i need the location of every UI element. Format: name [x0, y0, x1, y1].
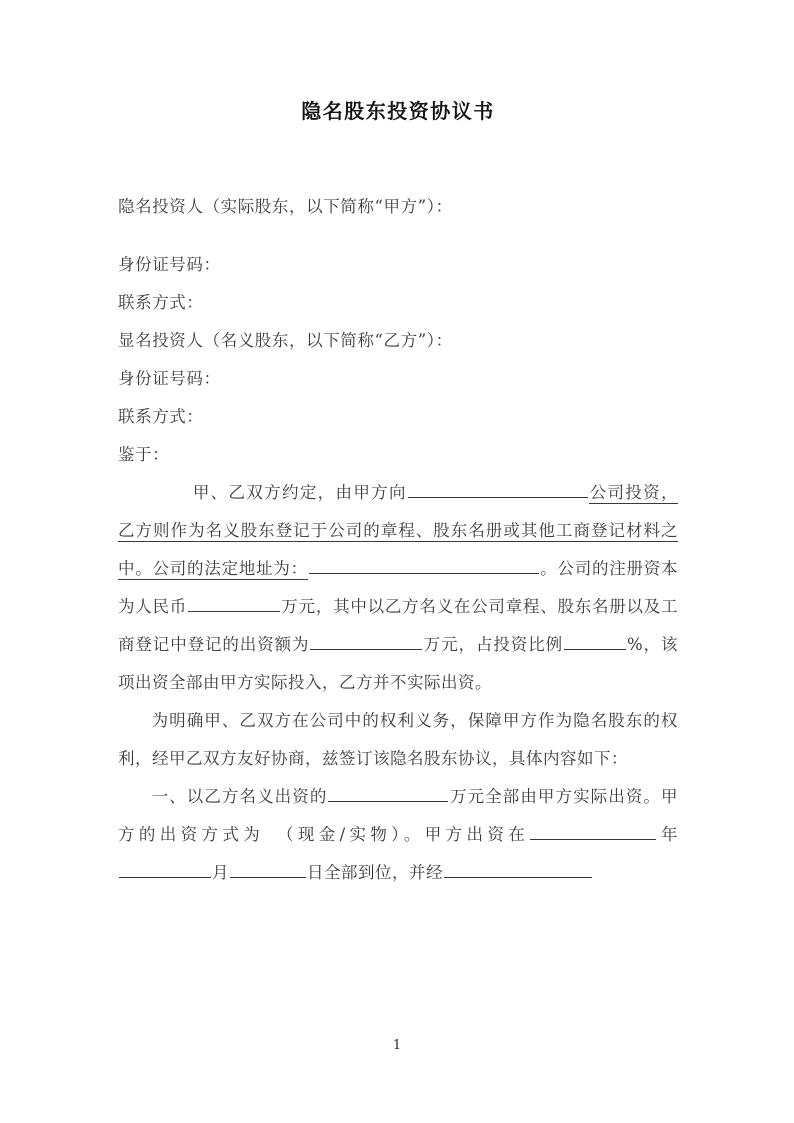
- party-b-id-label: 身份证号码：: [118, 369, 221, 388]
- registered-capital-blank[interactable]: [188, 593, 280, 612]
- contribution-amount-blank[interactable]: [310, 631, 422, 650]
- legal-address-blank[interactable]: [309, 555, 539, 574]
- party-b-label: 显名投资人（名义股东，以下简称“乙方”）：: [118, 331, 453, 350]
- party-b-contact-label: 联系方式：: [118, 407, 204, 426]
- purpose-text: 为明确甲、乙双方在公司中的权利义务，保障甲方作为隐名股东的权利，经甲乙双方友好协商，兹签订该隐名股东协议，具体内容如下：: [118, 711, 678, 768]
- investment-percentage-blank[interactable]: [564, 631, 626, 650]
- day-blank[interactable]: [230, 859, 306, 878]
- recital-segment-2: 公司投资，乙方则作为名义股东登记于公司的章程、股东名册或其他工商登记材料之中。公司的法定地址为：: [118, 483, 679, 578]
- page-title: 隐名股东投资协议书: [301, 99, 495, 123]
- title-spacer: [118, 126, 678, 188]
- year-blank[interactable]: [530, 821, 656, 840]
- document-body: [118, 96, 678, 892]
- recital-segment-1: 甲、乙双方约定，由甲方向: [192, 483, 407, 502]
- clause-one-segment-5: 月: [212, 863, 229, 882]
- clause-one-segment-3: （现金/实物）。甲方出资在: [273, 825, 530, 844]
- party-a-id-label: 身份证号码：: [118, 255, 221, 274]
- recital-paragraph: [118, 474, 678, 702]
- party-a-label: 隐名投资人（实际股东，以下简称“甲方”）：: [118, 197, 453, 216]
- month-blank[interactable]: [119, 859, 211, 878]
- clause-one-segment-6: 日全部到位，并经: [307, 863, 443, 882]
- recital-segment-3: 。公司的注册资本为人民币: [118, 559, 679, 616]
- recital-segment-4: 万元，其中以乙方名义在公司章程、股东名册以及工商登记中登记的出资额为: [118, 597, 679, 654]
- clause-one-amount-blank[interactable]: [328, 783, 448, 802]
- clause-one-trailing-blank[interactable]: [444, 859, 592, 878]
- party-a-contact-label: 联系方式：: [118, 293, 204, 312]
- clause-one-segment-4: 年: [657, 825, 679, 844]
- purpose-paragraph: [118, 702, 678, 778]
- recital-label: 鉴于：: [118, 445, 170, 464]
- clause-one-paragraph: [118, 778, 678, 892]
- clause-one-segment-2: 万元全部由甲方实际出资。甲方的出资方式为: [118, 787, 679, 844]
- recital-segment-5: 万元，占投资比例: [423, 635, 564, 654]
- page-number: 1: [392, 1038, 402, 1053]
- clause-one-segment-1: 一、以乙方名义出资的: [151, 787, 328, 806]
- company-name-blank[interactable]: [408, 479, 588, 498]
- recital-segment-6: %，该项出资全部由甲方实际投入，乙方并不实际出资。: [118, 635, 678, 692]
